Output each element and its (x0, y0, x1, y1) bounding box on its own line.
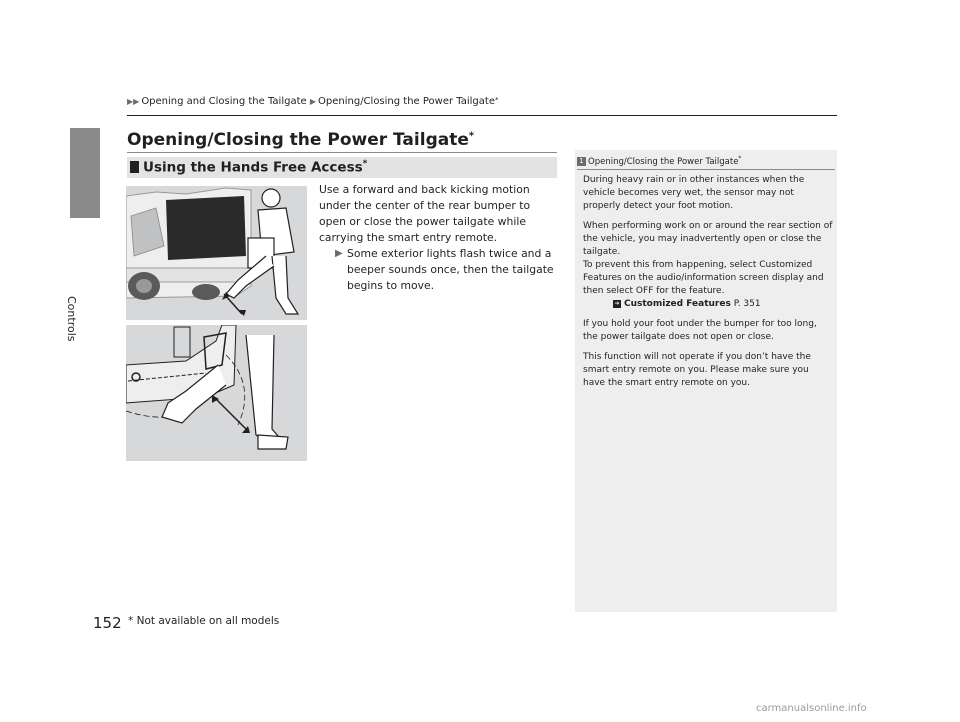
page-title-star: * (468, 130, 475, 142)
instructions (319, 182, 559, 294)
note-heading-star: * (738, 155, 742, 162)
cross-reference-title[interactable]: Customized Features (624, 299, 731, 309)
breadcrumb-arrow-icon: ▶ (309, 97, 317, 106)
cross-reference[interactable] (583, 298, 833, 311)
chapter-tab (70, 128, 100, 218)
note-divider (577, 169, 835, 170)
note-heading-text: Opening/Closing the Power Tailgate (588, 156, 739, 167)
page-title-text: Opening/Closing the Power Tailgate (127, 130, 469, 150)
bumper-sensor-icon (126, 325, 307, 461)
chapter-label: Controls (65, 296, 78, 342)
cross-reference-page[interactable]: P. 351 (733, 299, 761, 309)
breadcrumb (127, 96, 498, 107)
title-divider (127, 152, 557, 153)
instruction-paragraph: Use a forward and back kicking motion under the center of the rear bumper to open or close the power tailgate while carrying the smart entry remote. (319, 183, 531, 244)
breadcrumb-part2[interactable]: Opening/Closing the Power Tailgate (318, 96, 495, 107)
breadcrumb-star: * (494, 96, 499, 104)
side-note (575, 150, 837, 612)
car-rear-kick-icon (126, 186, 307, 320)
header-divider (127, 115, 837, 116)
note-paragraph: When performing work on or around the rear section of the vehicle, you may inadvertently open or close the tailgate. (583, 221, 833, 257)
cross-reference-arrow-icon: ➔ (614, 299, 620, 307)
section-square-icon (130, 161, 139, 173)
page-number: 152 (93, 614, 122, 632)
note-paragraph: This function will not operate if you don’t have the smart entry remote on you. Please make sure you have the smart entry remote on you. (583, 352, 811, 388)
note-paragraph: During heavy rain or in other instances when the vehicle becomes very wet, the sensor may not properly detect your foot motion. (583, 175, 805, 211)
section-title (143, 159, 367, 176)
note-body (583, 174, 833, 397)
bullet-arrow-icon: ▶ (335, 248, 343, 259)
section-title-star: * (362, 159, 368, 169)
result-bullet-text: Some exterior lights flash twice and a beeper sounds once, then the tailgate begins to move. (347, 247, 554, 292)
note-heading (577, 155, 741, 167)
page-title (127, 130, 474, 150)
footnote: * Not available on all models (128, 615, 280, 627)
note-paragraph: If you hold your foot under the bumper for too long, the power tailgate does not open or close. (583, 319, 817, 342)
note-number-icon: 1 (577, 157, 586, 166)
section-title-text: Using the Hands Free Access (143, 159, 363, 176)
note-paragraph: To prevent this from happening, select Customized Features on the audio/information screen display and then select OFF for the feature. (583, 260, 824, 296)
foot-sensor-illustration (126, 325, 307, 461)
section-header (127, 157, 557, 178)
breadcrumb-part1[interactable]: Opening and Closing the Tailgate (141, 96, 307, 107)
kick-motion-illustration (126, 186, 307, 320)
watermark: carmanualsonline.info (756, 703, 867, 714)
result-bullet (335, 246, 559, 294)
breadcrumb-arrow-icon: ▶▶ (127, 97, 140, 106)
